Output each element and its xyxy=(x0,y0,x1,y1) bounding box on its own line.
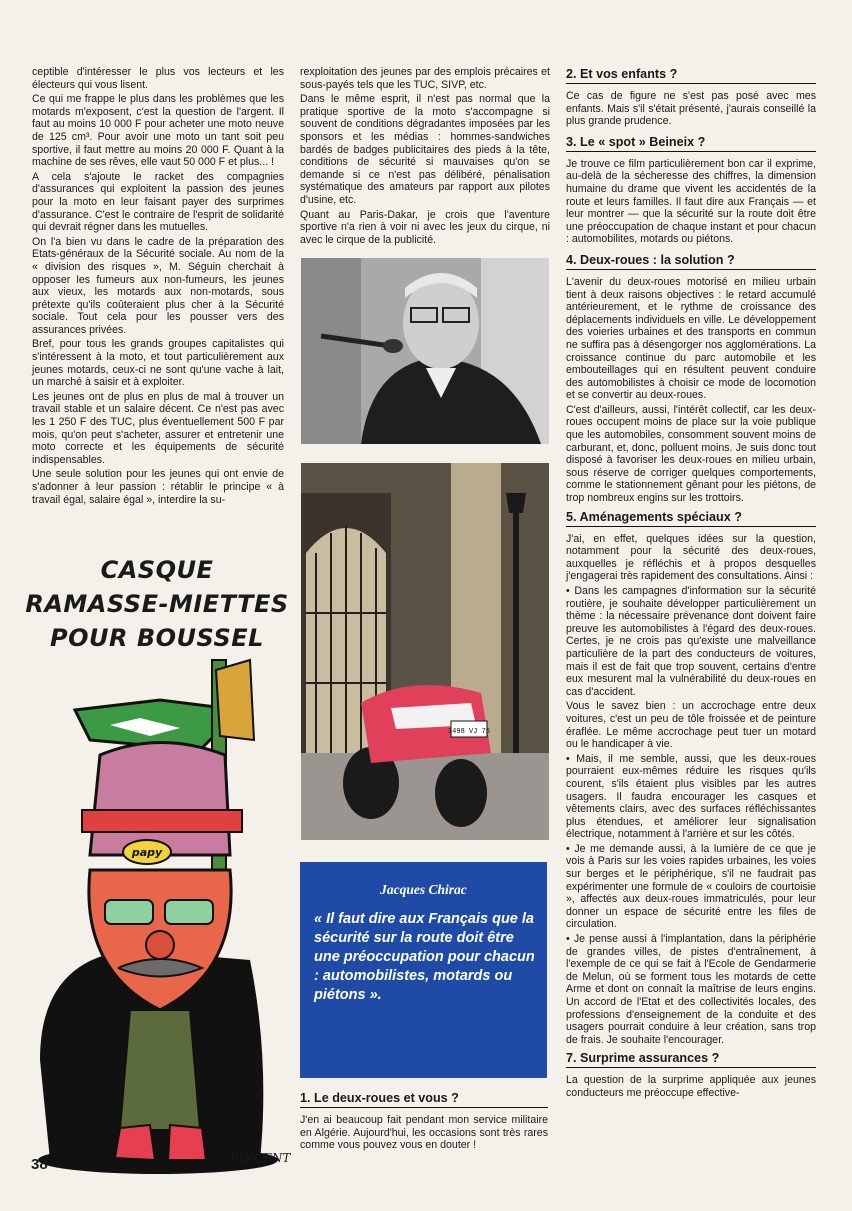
paragraph: On l'a bien vu dans le cadre de la préparation des Etats-généraux de la Sécurité sociale. Au nom de la « division des risques », M. Séguin cherchait à opposer les fumeurs aux non-fumeurs, les jeunes aux vieux, les motards aux non-motards, sous prétexte qu'ils coûteraient plus cher à la Sécurité sociale. Tout cela pour les pousser vers des assurances privées. xyxy=(32,235,284,336)
cartoon-title-line: RAMASSE-MIETTES xyxy=(25,590,289,618)
paragraph: ceptible d'intéresser le plus vos lecteurs et les électeurs qui vous lisent. xyxy=(32,66,284,91)
section-text: Je trouve ce film particulièrement bon car il exprime, au-delà de la sécheresse des chiffres, la dimension humaine du drame que vivent les accidentés de la route et leurs familles. Il faut dire aux Français — et leur montrer — que la sécurité sur la route doit être une préoccupation de chaque instant et pour chacun : automobilites, motards ou piétons. xyxy=(566,157,816,246)
section-text: C'est d'ailleurs, aussi, l'intérêt collectif, car les deux-roues occupent moins de place sur la voie publique que les automobiles, consomment souvent moins de carburant, et, donc, polluent moins. Je suis donc tout disposé à favoriser les deux-roues en milieu urbain, sous réserve de corriger quelques comportements, comme le stationnement gênant pour les piétons, de trop nombreux engins sur les trottoirs. xyxy=(566,403,816,505)
section-heading: 7. Surprime assurances ? xyxy=(566,1050,816,1068)
helmet-badge: papy xyxy=(131,846,163,859)
cartoon-title-line: CASQUE xyxy=(100,556,214,584)
section-text: Ce cas de figure ne s'est pas posé avec mes enfants. Mais s'il s'était présenté, j'aurais conseillé la plus grande prudence. xyxy=(566,90,816,128)
quote-text: « Il faut dire aux Français que la sécurité sur la route doit être une préoccupation pour chacun : automobilistes, motards ou piétons ». xyxy=(314,911,535,1003)
section-heading: 2. Et vos enfants ? xyxy=(566,66,816,84)
page-number: 38 xyxy=(31,1156,48,1173)
section-text: Vous le savez bien : un accrochage entre deux voitures, c'est un peu de tôle froissée et de peinture éraflée. Le même accrochage peut tuer un motard ou le handicaper à vie. xyxy=(566,700,816,751)
paragraph: Ce qui me frappe le plus dans les problèmes que les motards m'exposent, c'est la question de l'argent. Il faut au moins 10 000 F pour acheter une moto neuve de 125 cm³. Pour avoir une moto un tant soit peu sportive, il faut mettre au moins 20 000 F. Quant à la machine de ses rêves, elle vaut 50 000 F et plus... ! xyxy=(32,93,284,169)
license-plate: 3498 VJ 75 xyxy=(447,728,491,736)
motorcycle-photo xyxy=(301,463,549,840)
speaker-photo-image xyxy=(301,258,549,444)
section-text: • Dans les campagnes d'information sur la sécurité routière, je souhaite développer particulièrement un thème : la nécessaire prévenance dont doivent faire preuve les automobilistes à l'égard des deux-roues. Certes, je ne crois pas qu'existe une malveillance particulière de la part des conducteurs de voitures, mais il est de fait que trop souvent, certains d'entre eux mesurent mal la vulnérabilité du deux-roues en cas d'accident. xyxy=(566,585,816,698)
section-text: • Mais, il me semble, aussi, que les deux-roues pourraient eux-mêmes réduire les risques qu'ils courent, s'ils étaient plus visibles par les autres usagers. Il faudra encourager les casques et vêtements clairs, avec des surfaces réfléchissantes plus étendues, et améliorer leur signalisation électrique, notamment à l'arrière et sur les côtés. xyxy=(566,752,816,841)
cartoon-title-line: POUR BOUSSEL xyxy=(50,624,264,652)
section-heading: 3. Le « spot » Beineix ? xyxy=(566,134,816,152)
column-1 xyxy=(32,66,284,508)
quote-author: Jacques Chirac xyxy=(380,882,467,897)
section-2 xyxy=(566,66,816,128)
section-4 xyxy=(566,252,816,505)
paragraph: Quant au Paris-Dakar, je crois que l'aventure sportive n'a rien à voir ni avec les jeux du cirque, ni avec le cirque de la publicité. xyxy=(300,208,550,246)
section-text: J'en ai beaucoup fait pendant mon service militaire en Algérie. Aujourd'hui, les occasions sont très rares comme vous pouvez vous en douter ! xyxy=(300,1114,548,1152)
section-5 xyxy=(566,509,816,1047)
section-heading: 5. Aménagements spéciaux ? xyxy=(566,509,816,527)
column-3 xyxy=(566,66,816,1102)
paragraph: Les jeunes ont de plus en plus de mal à trouver un travail stable et un salaire décent. Ce n'est pas avec les 1 250 F des TUC, plus éventuellement 500 F par mois, qu'on peut s'acheter, assurer et entretenir une moto correcte et les équipements de sécurité indispensables. xyxy=(32,390,284,466)
section-1 xyxy=(300,1090,548,1154)
quote-box xyxy=(300,862,547,1078)
section-heading: 4. Deux-roues : la solution ? xyxy=(566,252,816,270)
paragraph: rexploitation des jeunes par des emplois précaires et sous-payés tels que les TUC, SIVP, etc. xyxy=(300,66,550,91)
section-3 xyxy=(566,134,816,246)
paragraph: A cela s'ajoute le racket des compagnies d'assurances qui exploitent la passion des jeunes pour la moto en leur faisant payer des surprimes d'assurance. C'est le contraire de l'esprit de solidarité qui devrait régner dans les mutuelles. xyxy=(32,170,284,234)
paragraph: Bref, pour tous les grands groupes capitalistes qui s'intéressent à la moto, et tout particulièrement aux jeunes motards, ceux-ci ne sont qu'une vache à lait, un marché à saisir et à exploiter. xyxy=(32,338,284,389)
section-text: J'ai, en effet, quelques idées sur la question, notamment pour la sécurité des deux-roues, auxquelles je réfléchis et à propos desquelles j'engagerai très rapidement des consultations. Ainsi : xyxy=(566,532,816,583)
paragraph: Dans le même esprit, il n'est pas normal que la pratique sportive de la moto s'accompagne si souvent de conditions dégradantes imposées par les sponsors et les médias : hommes-sandwiches bardés de badges publicitaires des pieds à la tête, conditions de sécurité si mauvaises qu'on se demande si ce n'est pas délibéré, pénalisation systématique des amateurs par rapport aux pilotes d'usine, etc. xyxy=(300,93,550,206)
column-2 xyxy=(300,66,550,248)
paragraph: Une seule solution pour les jeunes qui ont envie de s'adonner à leur passion : rétablir le principe « à travail égal, salaire égal », interdire la su- xyxy=(32,468,284,506)
section-text: L'avenir du deux-roues motorisé en milieu urbain tient à deux raisons objectives : le retard accumulé antérieurement, et le rythme de croissance des déplacements individuels en ville. Le développement des voieries urbaines et des transports en commun ne suffira pas à désengorger nos agglomérations. La croissance continue du parc automobile et les embouteillages qui en résultent peuvent conduire des automobilistes à choisir ce mode de locomotion et se convertir au deux-roues. xyxy=(566,275,816,402)
speaker-photo xyxy=(301,258,549,444)
motorcycle-photo-image xyxy=(301,463,549,840)
cartoon-signature: VINCENT xyxy=(230,1151,291,1165)
section-7 xyxy=(566,1050,816,1099)
section-heading: 1. Le deux-roues et vous ? xyxy=(300,1090,548,1108)
section-text: • Je me demande aussi, à la lumière de ce que je vois à Paris sur les voies rapides urbaines, les voies sur berges et le périphérique, s'il ne faudrait pas expérimenter une formule de « couloirs de courtoisie », affectés aux deux-roues immatriculés, pour leur donner un espace de sécurité entre les files de circulation. xyxy=(566,842,816,931)
section-text: • Je pense aussi à l'implantation, dans la périphérie de grandes villes, de pistes d'entraînement, à l'exemple de ce qui se fait à l'Ecole de Gendarmerie de Melun, où se forment tous les motards de cette Arme et dont on connaît la maîtrise de leurs engins. Un accord de l'Etat et des collectivités locales, des professions d'enseignement de la conduite et des usagers pourrait conduire à leur création, sans trop de frais. Je souhaite l'encourager. xyxy=(566,933,816,1046)
cartoon-illustration xyxy=(20,540,296,1180)
section-text: La question de la surprime appliquée aux jeunes conducteurs me préoccupe effective- xyxy=(566,1074,816,1099)
